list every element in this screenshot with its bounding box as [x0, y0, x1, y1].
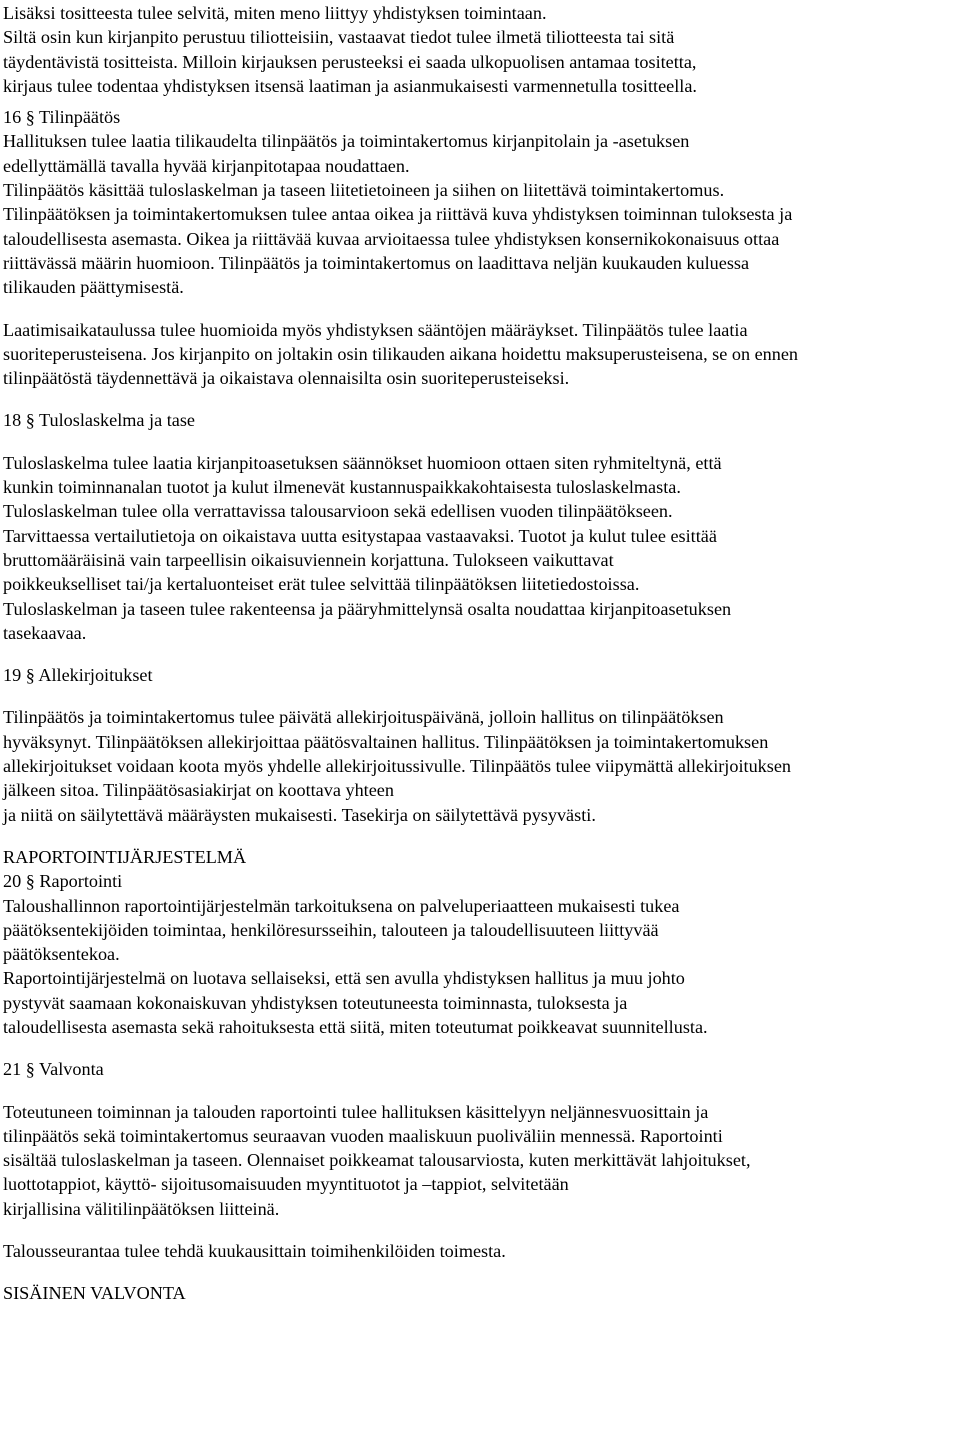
text-line: edellyttämällä tavalla hyvää kirjanpitotapaa noudattaen.	[3, 155, 410, 176]
text-line: Taloushallinnon raportointijärjestelmän tarkoituksena on palveluperiaatteen mukaisesti tukea	[3, 895, 680, 916]
text-line: Siltä osin kun kirjanpito perustuu tiliotteisiin, vastaavat tiedot tulee ilmetä tiliotteesta tai sitä	[3, 27, 675, 48]
text-line: taloudellisesta asemasta sekä rahoituksesta että siitä, miten toteutumat poikkeavat suunnitellusta.	[3, 1016, 708, 1037]
text-line: tasekaavaa.	[3, 622, 87, 643]
section-21-heading-block	[3, 1057, 957, 1081]
text-line: Tuloslaskelma tulee laatia kirjanpitoasetuksen säännökset huomioon ottaen siten ryhmiteltynä, että	[3, 452, 722, 473]
section-18-body	[3, 451, 957, 645]
text-line: tilikauden päättymisestä.	[3, 277, 184, 298]
section-heading: 20 § Raportointi	[3, 871, 123, 892]
talousseuranta-paragraph	[3, 1239, 957, 1263]
chapter-heading: SISÄINEN VALVONTA	[3, 1283, 186, 1304]
text-line: jälkeen sitoa. Tilinpäätösasiakirjat on koottava yhteen	[3, 780, 394, 801]
text-line: luottotappiot, käyttö- sijoitusomaisuuden myyntituotot ja –tappiot, selvitetään	[3, 1174, 569, 1195]
section-21-body	[3, 1100, 957, 1221]
text-line: Tilinpäätös ja toimintakertomus tulee päivätä allekirjoituspäivänä, jolloin hallitus on tilinpäätöksen	[3, 707, 724, 728]
chapter-heading: RAPORTOINTIJÄRJESTELMÄ	[3, 846, 247, 867]
section-heading: 21 § Valvonta	[3, 1059, 104, 1080]
section-heading: 16 § Tilinpäätös	[3, 107, 121, 128]
section-16-tilinpaatos	[3, 105, 957, 299]
text-line: tilinpäätös sekä toimintakertomus seuraavan vuoden maaliskuun puoliväliin mennessä. Raportointi	[3, 1125, 723, 1146]
text-line: pystyvät saamaan kokonaiskuvan yhdistyksen toteutuneesta toiminnasta, tuloksesta ja	[3, 992, 628, 1013]
sisainen-valvonta-heading-block	[3, 1281, 957, 1305]
text-line: Raportointijärjestelmä on luotava sellaiseksi, että sen avulla yhdistyksen hallitus ja muu johto	[3, 968, 685, 989]
text-line: sisältää tuloslaskelman ja taseen. Olennaiset poikkeamat talousarviosta, kuten merkittävät lahjoitukset,	[3, 1150, 751, 1171]
text-line: ja niitä on säilytettävä määräysten mukaisesti. Tasekirja on säilytettävä pysyvästi.	[3, 804, 596, 825]
document-page	[3, 1, 957, 1306]
text-line: allekirjoitukset voidaan koota myös yhdelle allekirjoitussivulle. Tilinpäätös tulee viipymättä allekirjoituksen	[3, 756, 791, 777]
text-line: kirjaus tulee todentaa yhdistyksen itsensä laatiman ja asianmukaisesti varmennetulla tositteella.	[3, 75, 697, 96]
text-line: täydentävistä tositteista. Milloin kirjauksen perusteeksi ei saada ulkopuolisen antamaa tositetta,	[3, 51, 697, 72]
section-19-body	[3, 705, 957, 826]
section-18-heading-block	[3, 408, 957, 432]
text-line: bruttomääräisinä vain tarpeellisin oikaisuviennein korjattuna. Tulokseen vaikuttavat	[3, 549, 614, 570]
text-line: Tuloslaskelman tulee olla verrattavissa talousarvioon sekä edellisen vuoden tilinpäätökseen.	[3, 501, 673, 522]
text-line: riittävässä määrin huomioon. Tilinpäätös ja toimintakertomus on laadittava neljän kuukauden kuluessa	[3, 252, 750, 273]
intro-paragraph	[3, 1, 957, 98]
text-line: kunkin toiminnanalan tuotot ja kulut ilmenevät kustannuspaikkakohtaisesta tuloslaskelmasta.	[3, 477, 681, 498]
text-line: kirjallisina välitilinpäätöksen liitteinä.	[3, 1198, 280, 1219]
text-line: Tilinpäätöksen ja toimintakertomuksen tulee antaa oikea ja riittävä kuva yhdistyksen toiminnan tuloksesta ja	[3, 204, 793, 225]
text-line: Talousseurantaa tulee tehdä kuukausittain toimihenkilöiden toimesta.	[3, 1241, 506, 1262]
section-heading: 19 § Allekirjoitukset	[3, 665, 153, 686]
text-line: Toteutuneen toiminnan ja talouden raportointi tulee hallituksen käsittelyyn neljännesvuosittain ja	[3, 1101, 709, 1122]
text-line: taloudellisesta asemasta. Oikea ja riittävää kuvaa arvioitaessa tulee yhdistyksen konsernikokonaisuus ottaa	[3, 228, 780, 249]
text-line: Laatimisaikataulussa tulee huomioida myös yhdistyksen sääntöjen määräykset. Tilinpäätös tulee laatia	[3, 319, 748, 340]
raportointijarjestelma-section	[3, 845, 957, 1039]
text-line: Lisäksi tositteesta tulee selvitä, miten meno liittyy yhdistyksen toimintaan.	[3, 3, 547, 23]
text-line: hyväksynyt. Tilinpäätöksen allekirjoittaa päätösvaltainen hallitus. Tilinpäätöksen ja toimintakertomuksen	[3, 731, 769, 752]
text-line: tilinpäätöstä täydennettävä ja oikaistava olennaisilta osin suoriteperusteiseksi.	[3, 368, 570, 389]
section-heading: 18 § Tuloslaskelma ja tase	[3, 410, 195, 431]
text-line: Tarvittaessa vertailutietoja on oikaistava uutta esitystapaa vastaavaksi. Tuotot ja kulut tulee esittää	[3, 525, 717, 546]
text-line: suoriteperusteisena. Jos kirjanpito on joltakin osin tilikauden aikana hoidettu maksuperusteisena, se on ennen	[3, 343, 799, 364]
text-line: Hallituksen tulee laatia tilikaudelta tilinpäätös ja toimintakertomus kirjanpitolain ja -asetuksen	[3, 131, 690, 152]
text-line: poikkeukselliset tai/ja kertaluonteiset erät tulee selvittää tilinpäätöksen liitetiedostoissa.	[3, 574, 640, 595]
text-line: Tilinpäätös käsittää tuloslaskelman ja taseen liitetietoineen ja siihen on liitettävä toimintakertomus.	[3, 180, 725, 201]
text-line: päätöksentekoa.	[3, 944, 120, 965]
section-19-heading-block	[3, 663, 957, 687]
text-line: Tuloslaskelman ja taseen tulee rakenteensa ja pääryhmittelynsä osalta noudattaa kirjanpitoasetuksen	[3, 598, 732, 619]
laatimisaikataulu-paragraph	[3, 318, 957, 391]
text-line: päätöksentekijöiden toimintaa, henkilöresursseihin, talouteen ja taloudellisuuteen liittyvää	[3, 919, 659, 940]
